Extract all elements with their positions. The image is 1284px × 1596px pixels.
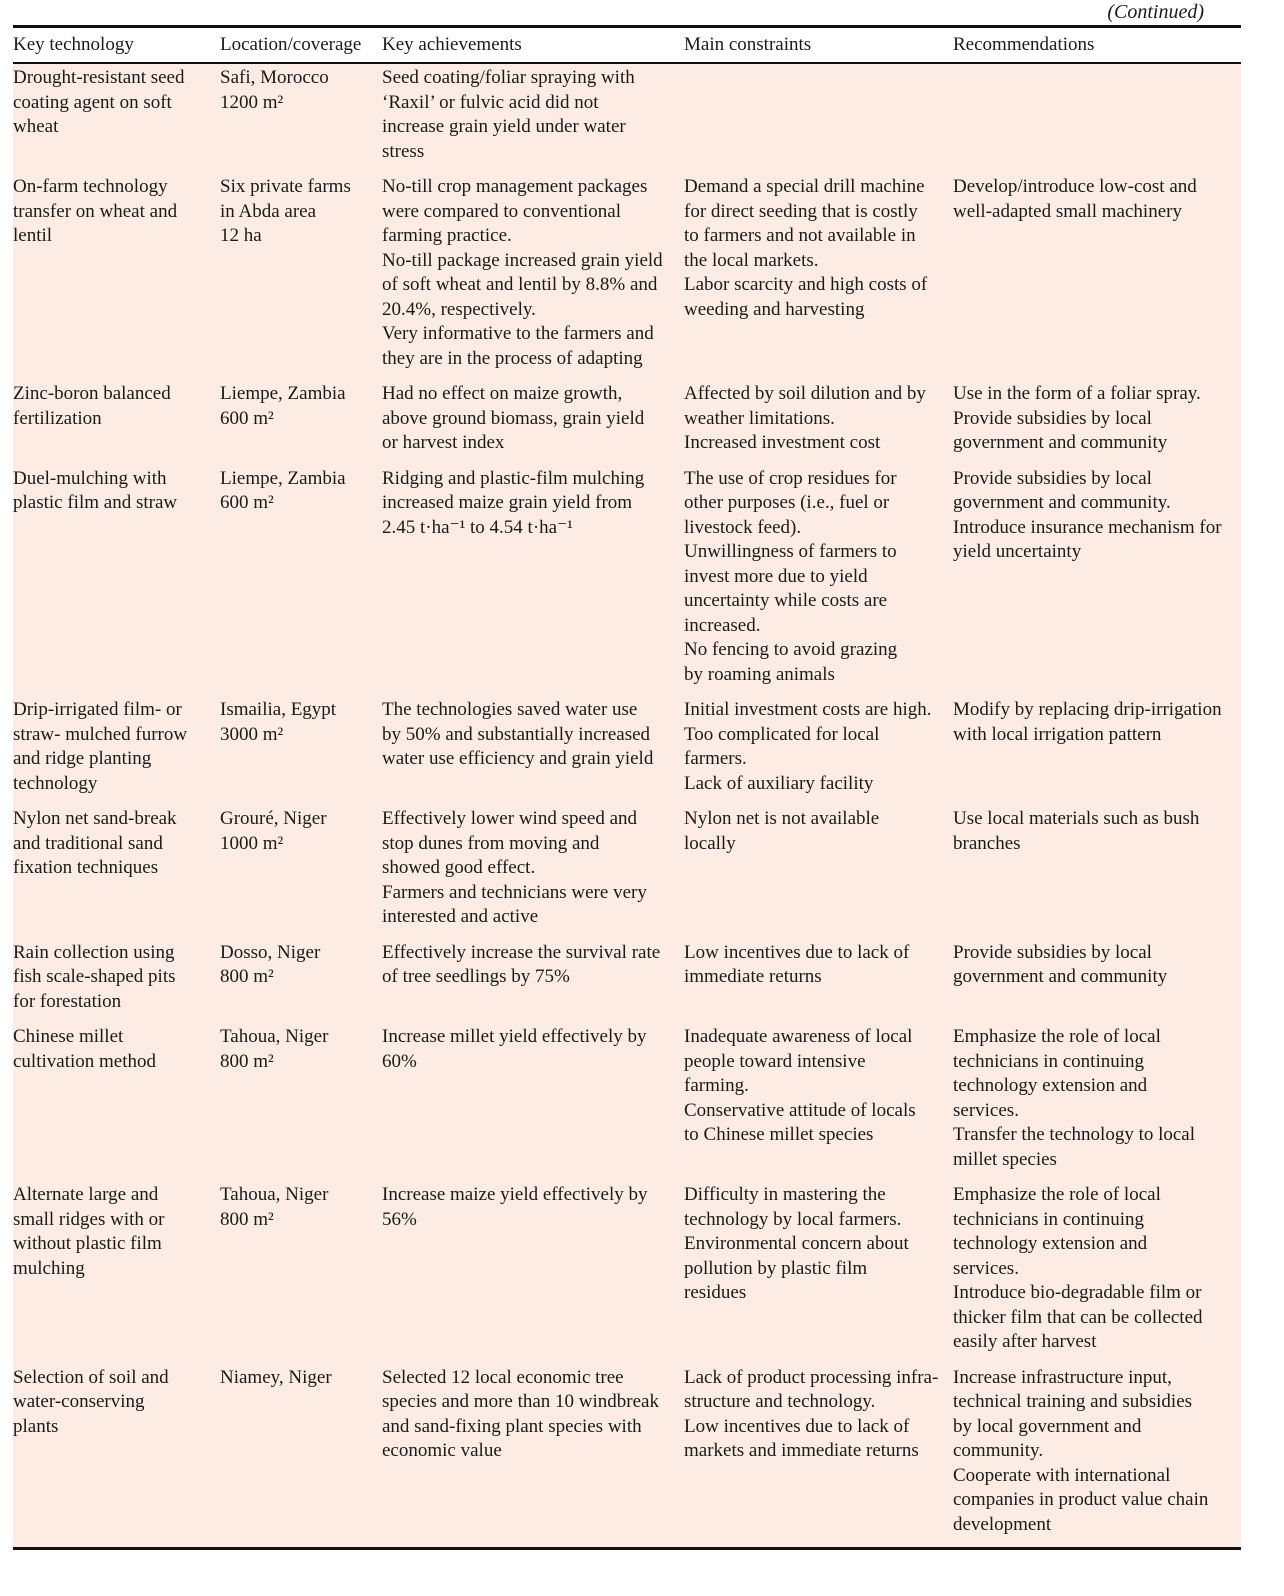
cell-achievements: Ridging and plastic-film mulching increased maize grain yield from 2.45 t·ha⁻¹ to 4.54 t·ha⁻¹	[382, 466, 684, 698]
cell-recommendations: Develop/introduce low-cost and well-adapted small machinery	[953, 174, 1241, 381]
header-recommendations: Recommendations	[953, 28, 1241, 63]
cell-constraints: Low incentives due to lack of immediate returns	[684, 940, 953, 1025]
cell-recommendations: Provide subsidies by local government and community	[953, 940, 1241, 1025]
cell-recommendations: Provide subsidies by local government and community. Introduce insurance mechanism for yield uncertainty	[953, 466, 1241, 698]
cell-location: Six private farms in Abda area 12 ha	[220, 174, 382, 381]
cell-achievements: Increase maize yield effectively by 56%	[382, 1182, 684, 1365]
cell-achievements: Selected 12 local economic tree species and more than 10 windbreak and sand-fixing plant species with economic value	[382, 1365, 684, 1548]
cell-constraints: Demand a special drill machine for direct seeding that is costly to farmers and not available in the local markets. Labor scarcity and high costs of weeding and harvesting	[684, 174, 953, 381]
cell-achievements: Seed coating/foliar spraying with ‘Raxil’ or fulvic acid did not increase grain yield under water stress	[382, 63, 684, 174]
cell-achievements: Had no effect on maize growth, above ground biomass, grain yield or harvest index	[382, 381, 684, 466]
continued-label: (Continued)	[1107, 1, 1204, 23]
cell-technology: On-farm technology transfer on wheat and lentil	[13, 174, 220, 381]
cell-location: Tahoua, Niger 800 m²	[220, 1024, 382, 1182]
header-key-achievements: Key achievements	[382, 28, 684, 63]
cell-achievements: Effectively lower wind speed and stop dunes from moving and showed good effect. Farmers and technicians were very interested and active	[382, 806, 684, 940]
table-row	[13, 806, 1241, 940]
cell-technology: Selection of soil and water-conserving plants	[13, 1365, 220, 1548]
cell-recommendations: Emphasize the role of local technicians in continuing technology extension and services. Transfer the technology to local millet species	[953, 1024, 1241, 1182]
cell-location: Ismailia, Egypt 3000 m²	[220, 697, 382, 806]
cell-achievements: Increase millet yield effectively by 60%	[382, 1024, 684, 1182]
cell-location: Safi, Morocco 1200 m²	[220, 63, 382, 174]
cell-achievements: Effectively increase the survival rate of tree seedlings by 75%	[382, 940, 684, 1025]
cell-constraints: Inadequate awareness of local people toward intensive farming. Conservative attitude of locals to Chinese millet species	[684, 1024, 953, 1182]
header-location-coverage: Location/coverage	[220, 28, 382, 63]
cell-recommendations: Increase infrastructure input, technical training and subsidies by local government and community. Cooperate with international companies in product value chain development	[953, 1365, 1241, 1548]
table-row	[13, 697, 1241, 806]
cell-recommendations: Use in the form of a foliar spray. Provide subsidies by local government and community	[953, 381, 1241, 466]
cell-achievements: The technologies saved water use by 50% and substantially increased water use efficiency and grain yield	[382, 697, 684, 806]
cell-location: Liempe, Zambia 600 m²	[220, 466, 382, 698]
header-main-constraints: Main constraints	[684, 28, 953, 63]
cell-constraints: Difficulty in mastering the technology by local farmers. Environmental concern about pollution by plastic film residues	[684, 1182, 953, 1365]
technology-table	[13, 25, 1241, 1550]
cell-location: Liempe, Zambia 600 m²	[220, 381, 382, 466]
cell-location: Grouré, Niger 1000 m²	[220, 806, 382, 940]
cell-constraints: Lack of product processing infra- structure and technology. Low incentives due to lack of markets and immediate returns	[684, 1365, 953, 1548]
cell-technology: Alternate large and small ridges with or without plastic film mulching	[13, 1182, 220, 1365]
cell-technology: Nylon net sand-break and traditional sand fixation techniques	[13, 806, 220, 940]
cell-technology: Chinese millet cultivation method	[13, 1024, 220, 1182]
cell-constraints: Affected by soil dilution and by weather limitations. Increased investment cost	[684, 381, 953, 466]
table-row	[13, 1365, 1241, 1548]
header-row	[13, 28, 1241, 63]
cell-technology: Drought-resistant seed coating agent on soft wheat	[13, 63, 220, 174]
table-row	[13, 1024, 1241, 1182]
cell-recommendations: Modify by replacing drip-irrigation with local irrigation pattern	[953, 697, 1241, 806]
cell-technology: Drip-irrigated film- or straw- mulched furrow and ridge planting technology	[13, 697, 220, 806]
table-row	[13, 940, 1241, 1025]
cell-location: Tahoua, Niger 800 m²	[220, 1182, 382, 1365]
cell-constraints: Nylon net is not available locally	[684, 806, 953, 940]
cell-recommendations	[953, 63, 1241, 174]
cell-constraints: Initial investment costs are high. Too complicated for local farmers. Lack of auxiliary facility	[684, 697, 953, 806]
table-row	[13, 1182, 1241, 1365]
cell-technology: Rain collection using fish scale-shaped pits for forestation	[13, 940, 220, 1025]
cell-technology: Zinc-boron balanced fertilization	[13, 381, 220, 466]
table-row	[13, 174, 1241, 381]
cell-recommendations: Use local materials such as bush branches	[953, 806, 1241, 940]
table-row	[13, 63, 1241, 174]
cell-recommendations: Emphasize the role of local technicians in continuing technology extension and services. Introduce bio-degradable film or thicker film that can be collected easily after harvest	[953, 1182, 1241, 1365]
cell-constraints	[684, 63, 953, 174]
cell-location: Niamey, Niger	[220, 1365, 382, 1548]
table-row	[13, 381, 1241, 466]
cell-location: Dosso, Niger 800 m²	[220, 940, 382, 1025]
cell-constraints: The use of crop residues for other purposes (i.e., fuel or livestock feed). Unwillingness of farmers to invest more due to yield uncertainty while costs are increased. No fencing to avoid grazing by roaming animals	[684, 466, 953, 698]
cell-technology: Duel-mulching with plastic film and straw	[13, 466, 220, 698]
header-key-technology: Key technology	[13, 28, 220, 63]
cell-achievements: No-till crop management packages were compared to conventional farming practice. No-till package increased grain yield of soft wheat and lentil by 8.8% and 20.4%, respectively. Very informative to the farmers and they are in the process of adapting	[382, 174, 684, 381]
data-table	[13, 28, 1241, 1547]
table-row	[13, 466, 1241, 698]
